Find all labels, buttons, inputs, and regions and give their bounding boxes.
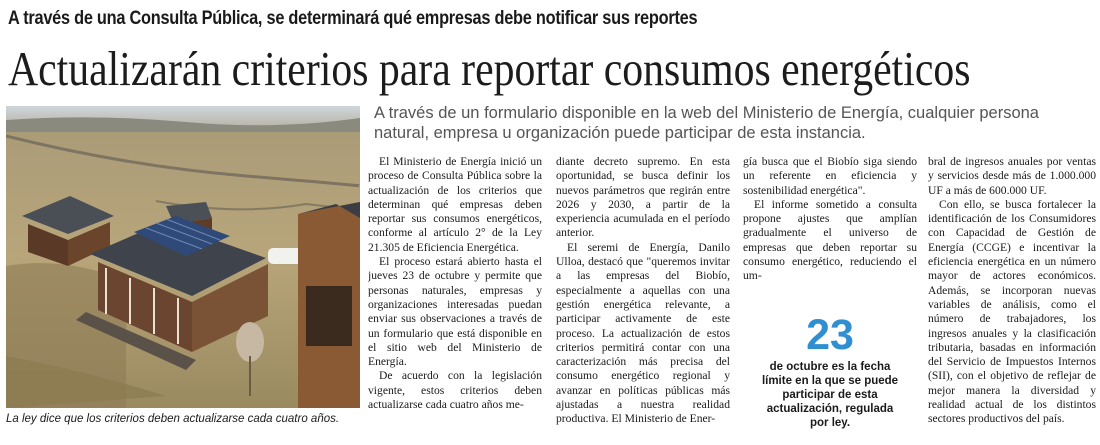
body-paragraph: El Ministerio de Energía inició un proceso de Consulta Pública sobre la actualización de los criterios que determinan qué empresas deben reportar sus consumos energéticos, conforme al artículo 2° de la Ley 21.305 de Eficiencia Energética. — [368, 155, 542, 254]
body-paragraph: El seremi de Energía, Danilo Ulloa, destacó que "queremos invitar a las empresas del Biobío, especialmente a aquellas con una gestión energética relevante, a participar activamente de este proceso. La actualización de estos criterios permitirá contar con una caracterización más precisa del consumo energético regional y avanzar en políticas públicas más ajustadas a nuestra realidad productiva. El Ministerio de Ener- — [556, 240, 730, 426]
body-paragraph: bral de ingresos anuales por ventas y servicios desde más de 1.000.000 UF a más de 600.000 UF. — [928, 155, 1096, 197]
pull-quote — [756, 313, 904, 430]
lead-paragraph — [374, 103, 1094, 143]
body-paragraph: El proceso estará abierto hasta el jueves 23 de octubre y permite que personas naturales, empresas y organizaciones interesadas puedan enviar sus observaciones a través de un formulario que está disponible en el sitio web del Ministerio de Energía. — [368, 255, 542, 369]
pull-quote-text: de octubre es la fecha límite en la que se puede participar de esta actualización, regulada por ley. — [761, 361, 899, 429]
headline: Actualizarán criterios para reportar consumos energéticos — [8, 41, 971, 96]
article-photo — [6, 106, 360, 408]
photo-caption: La ley dice que los criterios deben actualizarse cada cuatro años. — [6, 413, 340, 425]
lead-line: A través de un formulario disponible en la web del Ministerio de Energía, cualquier persona — [374, 104, 1039, 122]
body-column-2 — [556, 155, 730, 437]
body-paragraph: El informe sometido a consulta propone ajustes que amplían gradualmente el universo de empresas que deben reportar su consumo energético, reduciendo el um- — [743, 197, 917, 283]
pull-quote-number: 23 — [806, 311, 854, 359]
body-column-4 — [928, 155, 1096, 437]
body-paragraph: De acuerdo con la legislación vigente, estos criterios deben actualizarse cada cuatro años me- — [368, 369, 542, 412]
kicker: A través de una Consulta Pública, se determinará qué empresas debe notificar sus reportes — [8, 8, 698, 29]
body-column-1 — [368, 155, 542, 437]
body-paragraph: gía busca que el Biobío siga siendo un referente en eficiencia y sostenibilidad energética". — [743, 155, 917, 197]
body-column-3 — [743, 155, 917, 283]
lead-line: natural, empresa u organización puede participar de esta instancia. — [374, 124, 866, 142]
body-paragraph: Con ello, se busca fortalecer la identificación de los Consumidores con Capacidad de Gestión de Energía (CCGE) e incentivar la eficiencia energética en un número mayor de actores económicos. Además, se incorporan nuevas variables de análisis, como el número de trabajadores, los ingresos anuales y la clasificación tributaria, basadas en información del Servicio de Impuestos Internos (SII), con el objetivo de reflejar de mejor manera la diversidad y realidad actual de los distintos sectores productivos del país. — [928, 197, 1096, 426]
body-paragraph: diante decreto supremo. En esta oportunidad, se busca definir los nuevos parámetros que regirán entre 2026 y 2030, a partir de la experiencia acumulada en el período anterior. — [556, 155, 730, 240]
